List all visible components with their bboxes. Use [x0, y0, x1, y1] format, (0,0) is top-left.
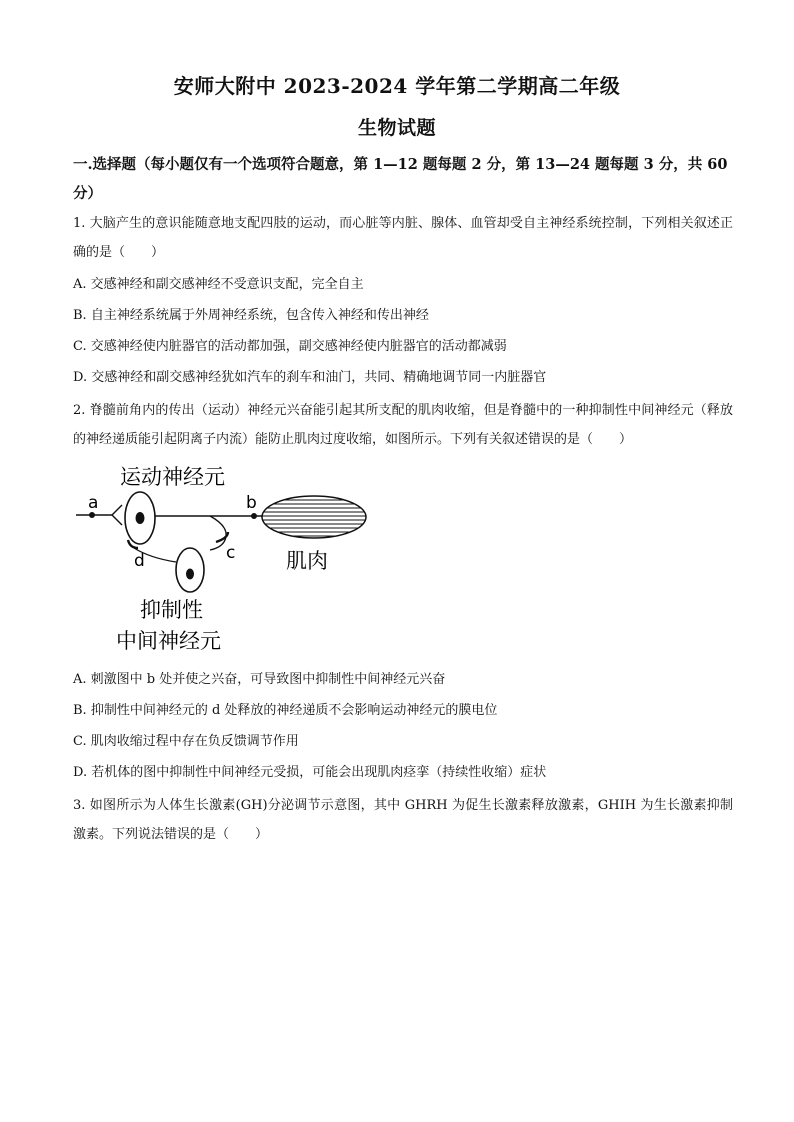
question-1-option-c: C. 交感神经使内脏器官的活动都加强，副交感神经使内脏器官的活动都减弱 — [73, 339, 507, 354]
question-2-option-a: A. 刺激图中 b 处并使之兴奋，可导致图中抑制性中间神经元兴奋 — [73, 672, 446, 687]
collateral-branch — [210, 516, 226, 550]
point-a-label: a — [88, 493, 99, 513]
exam-subject: 生物试题 — [357, 117, 436, 139]
incoming-axon — [76, 505, 122, 525]
question-1-option-a: A. 交感神经和副交感神经不受意识支配，完全自主 — [73, 277, 364, 292]
question-2-option-b: B. 抑制性中间神经元的 d 处释放的神经递质不会影响运动神经元的膜电位 — [73, 703, 498, 718]
interneuron-body — [176, 548, 204, 592]
muscle-label: 肌肉 — [286, 549, 328, 573]
exam-title: 安师大附中 2023-2024 学年第二学期高二年级 — [173, 74, 621, 98]
interneuron-label-line-1: 抑制性 — [140, 598, 203, 622]
interneuron-nucleus — [186, 569, 194, 580]
point-c-label: c — [226, 543, 236, 563]
neuron-diagram — [70, 458, 370, 658]
point-d-label: d — [134, 551, 145, 571]
question-1-stem: 1. 大脑产生的意识能随意地支配四肢的运动，而心脏等内脏、腺体、血管却受自主神经系统控制，下列相关叙述正确的是（ ） — [73, 216, 733, 260]
point-b-marker — [251, 513, 257, 519]
motor-neuron-body — [125, 492, 155, 544]
question-2-stem: 2. 脊髓前角内的传出（运动）神经元兴奋能引起其所支配的肌肉收缩，但是脊髓中的一种抑制性中间神经元（释放的神经递质能引起阴离子内流）能防止肌肉过度收缩，如图所示。下列有关叙述错误的是（ ） — [73, 403, 733, 447]
interneuron-label-line-2: 中间神经元 — [116, 629, 221, 653]
point-b-label: b — [246, 493, 257, 513]
question-2-option-c: C. 肌肉收缩过程中存在负反馈调节作用 — [73, 734, 299, 749]
motor-neuron-label: 运动神经元 — [120, 465, 225, 489]
muscle-shape — [260, 496, 370, 538]
motor-neuron-nucleus — [136, 512, 145, 524]
question-1-option-b: B. 自主神经系统属于外周神经系统，包含传入神经和传出神经 — [73, 308, 429, 323]
question-1-option-d: D. 交感神经和副交感神经犹如汽车的刹车和油门，共同、精确地调节同一内脏器官 — [73, 370, 547, 385]
question-3-stem: 3. 如图所示为人体生长激素(GH)分泌调节示意图，其中 GHRH 为促生长激素释放激素，GHIH 为生长激素抑制激素。下列说法错误的是（ ） — [73, 798, 733, 842]
question-2-option-d: D. 若机体的图中抑制性中间神经元受损，可能会出现肌肉痉挛（持续性收缩）症状 — [73, 765, 547, 780]
section-heading: 一.选择题（每小题仅有一个选项符合题意，第 1—12 题每题 2 分，第 13—24 题每题 3 分，共 60 分） — [73, 156, 728, 202]
